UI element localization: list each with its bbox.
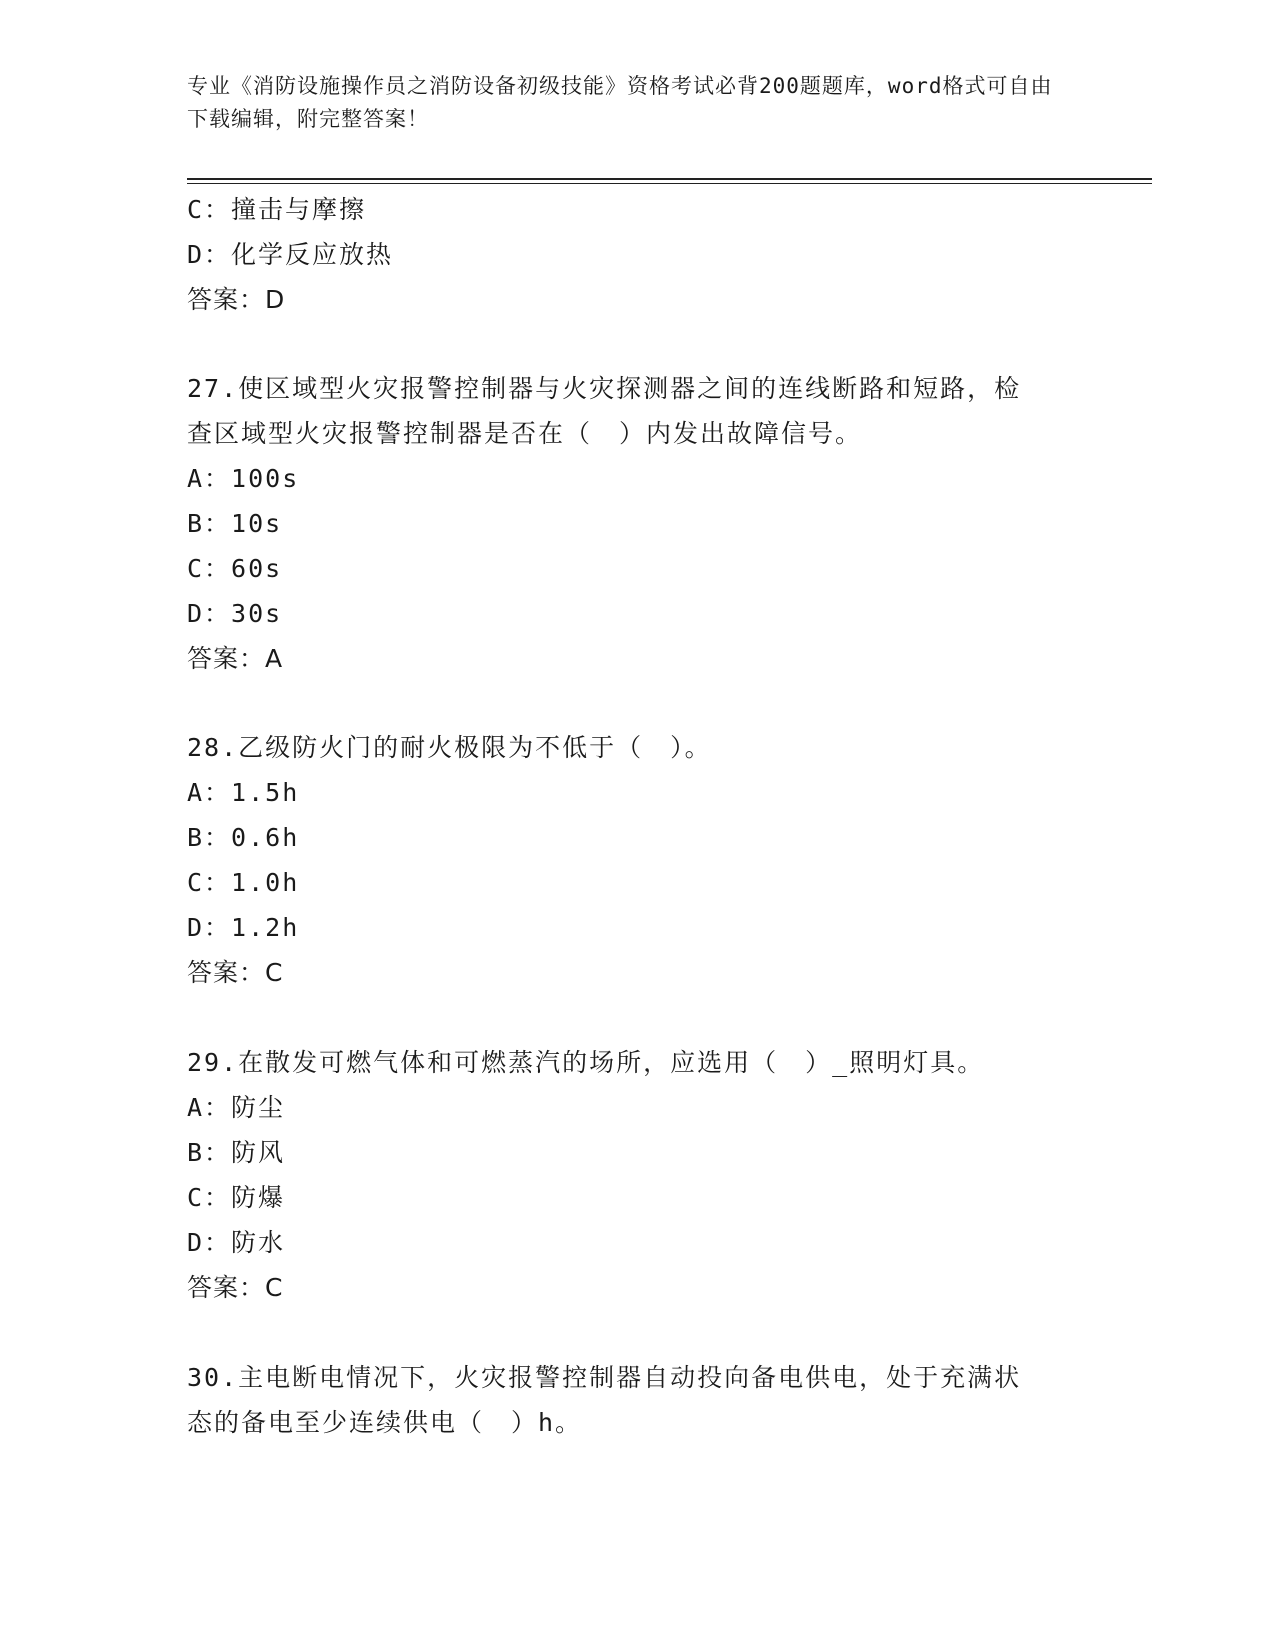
q27-option-b: B：10s — [187, 509, 283, 538]
q26-option-d: D：化学反应放热 — [187, 240, 394, 269]
q26-option-c: C：撞击与摩擦 — [187, 195, 367, 224]
q27-option-a: A：100s — [187, 464, 300, 493]
q30-stem-line1: 30.主电断电情况下，火灾报警控制器自动投向备电供电，处于充满状 — [187, 1363, 1022, 1392]
q29-option-a: A：防尘 — [187, 1093, 286, 1122]
q26-answer: 答案：D — [187, 285, 286, 314]
q28-stem: 28.乙级防火门的耐火极限为不低于（ ）。 — [187, 733, 712, 762]
q29-stem: 29.在散发可燃气体和可燃蒸汽的场所，应选用（ ）_照明灯具。 — [187, 1048, 985, 1077]
page-header: 专业《消防设施操作员之消防设备初级技能》资格考试必背200题题库，word格式可自由下载编辑，附完整答案！ — [187, 74, 1053, 131]
q27-option-c: C：60s — [187, 554, 283, 583]
q29-answer: 答案：C — [187, 1273, 284, 1302]
q27-option-d: D：30s — [187, 599, 283, 628]
q29-option-d: D：防水 — [187, 1228, 286, 1257]
q28-answer: 答案：C — [187, 958, 284, 987]
q28-option-b: B：0.6h — [187, 823, 300, 852]
header-divider-thin — [187, 183, 1152, 184]
q29-option-c: C：防爆 — [187, 1183, 286, 1212]
q27-stem-line2: 查区域型火灾报警控制器是否在（ ）内发出故障信号。 — [187, 419, 863, 448]
q30-stem-line2: 态的备电至少连续供电（ ）h。 — [187, 1408, 583, 1437]
header-divider-thick — [187, 178, 1152, 180]
q28-option-d: D：1.2h — [187, 913, 300, 942]
q28-option-c: C：1.0h — [187, 868, 300, 897]
q27-stem-line1: 27.使区域型火灾报警控制器与火灾探测器之间的连线断路和短路，检 — [187, 374, 1022, 403]
q29-option-b: B：防风 — [187, 1138, 286, 1167]
q27-answer: 答案：A — [187, 644, 284, 673]
q28-option-a: A：1.5h — [187, 778, 300, 807]
